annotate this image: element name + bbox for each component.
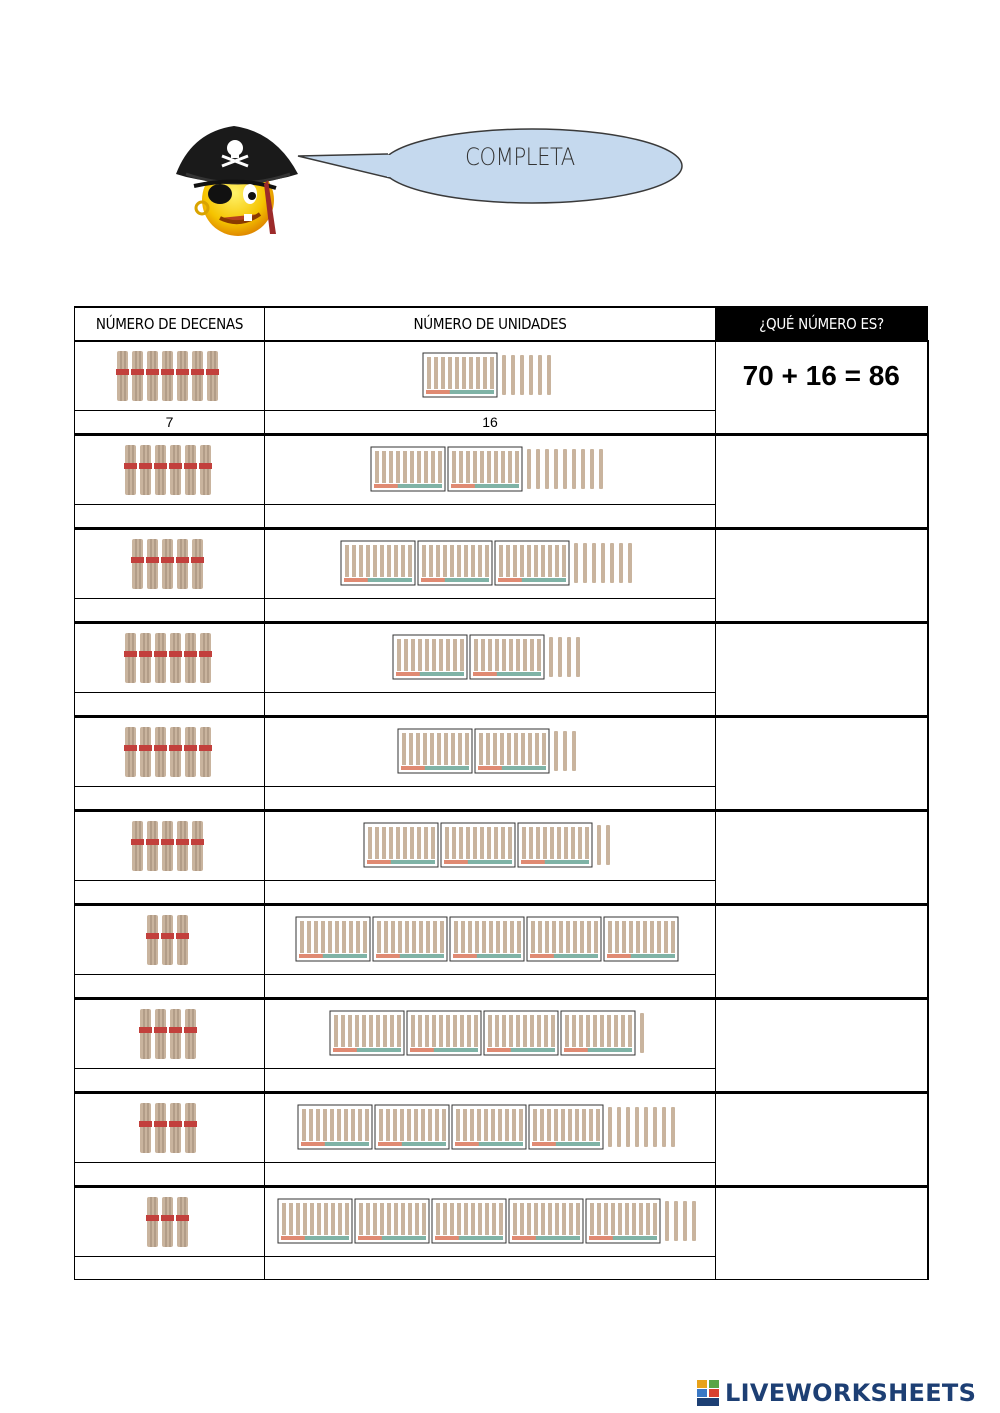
unit-stick-icon: [606, 825, 610, 865]
tens-count-field[interactable]: 7: [75, 411, 265, 435]
ten-frame-icon: [484, 1011, 558, 1055]
ten-frame-icon: [418, 541, 492, 585]
tens-picture-cell: [75, 1093, 265, 1163]
answer-cell[interactable]: [716, 1187, 928, 1280]
ten-bundle-icon: [191, 539, 204, 589]
ten-bundle-icon: [154, 1009, 167, 1059]
tens-bundles-graphic: [130, 817, 209, 875]
ten-frame-icon: [373, 917, 447, 961]
answer-cell[interactable]: [716, 905, 928, 999]
units-picture-cell: [265, 811, 716, 881]
ten-frame-icon: [450, 917, 524, 961]
ten-bundle-icon: [176, 351, 189, 401]
ten-frame-icon: [298, 1105, 372, 1149]
tens-picture-cell: [75, 999, 265, 1069]
ten-frame-icon: [423, 353, 497, 397]
ten-frame-icon: [604, 917, 678, 961]
unit-stick-icon: [572, 449, 576, 489]
unit-stick-icon: [644, 1107, 648, 1147]
unit-stick-icon: [610, 543, 614, 583]
unit-stick-icon: [583, 543, 587, 583]
ten-bundle-icon: [176, 539, 189, 589]
units-graphic: [421, 351, 560, 401]
tens-picture-cell: [75, 529, 265, 599]
units-count-field[interactable]: [265, 975, 716, 999]
ten-frame-icon: [527, 917, 601, 961]
tens-picture-cell: [75, 811, 265, 881]
unit-stick-icon: [549, 637, 553, 677]
unit-stick-icon: [640, 1013, 644, 1053]
units-count-field[interactable]: [265, 1069, 716, 1093]
ten-bundle-icon: [139, 1009, 152, 1059]
unit-stick-icon: [662, 1107, 666, 1147]
liveworksheets-logo-icon: [697, 1380, 721, 1406]
ten-bundle-icon: [176, 821, 189, 871]
units-count-field[interactable]: [265, 881, 716, 905]
ten-bundle-icon: [161, 351, 174, 401]
ten-bundle-icon: [169, 445, 182, 495]
unit-stick-icon: [619, 543, 623, 583]
units-graphic: [362, 821, 619, 871]
ten-frame-icon: [432, 1199, 506, 1243]
ten-bundle-icon: [146, 539, 159, 589]
unit-stick-icon: [554, 449, 558, 489]
ten-bundle-icon: [176, 1197, 189, 1247]
tens-bundles-graphic: [145, 1193, 194, 1251]
unit-stick-icon: [599, 449, 603, 489]
tens-bundles-graphic: [145, 911, 194, 969]
ten-bundle-icon: [124, 727, 137, 777]
answer-cell[interactable]: [716, 811, 928, 905]
units-picture-cell: [265, 1093, 716, 1163]
ten-frame-icon: [371, 447, 445, 491]
table-row: [75, 999, 928, 1069]
unit-stick-icon: [576, 637, 580, 677]
unit-stick-icon: [628, 543, 632, 583]
unit-stick-icon: [590, 449, 594, 489]
answer-cell[interactable]: [716, 435, 928, 529]
unit-stick-icon: [563, 731, 567, 771]
ten-bundle-icon: [139, 633, 152, 683]
tens-count-field[interactable]: [75, 505, 265, 529]
unit-stick-icon: [547, 355, 551, 395]
units-graphic: [276, 1197, 705, 1247]
ten-bundle-icon: [139, 1103, 152, 1153]
ten-bundle-icon: [161, 915, 174, 965]
ten-bundle-icon: [146, 351, 159, 401]
units-graphic: [396, 727, 585, 777]
tens-count-field[interactable]: [75, 1163, 265, 1187]
header-question: ¿QUÉ NÚMERO ES?: [716, 307, 928, 341]
ten-frame-icon: [296, 917, 370, 961]
ten-bundle-icon: [146, 821, 159, 871]
tens-bundles-graphic: [138, 1099, 202, 1157]
answer-cell[interactable]: [716, 341, 928, 435]
ten-bundle-icon: [116, 351, 129, 401]
ten-bundle-icon: [184, 727, 197, 777]
units-graphic: [369, 445, 612, 495]
tens-count-field[interactable]: [75, 881, 265, 905]
units-count-field[interactable]: [265, 1257, 716, 1280]
table-row: [75, 905, 928, 975]
units-graphic: [294, 915, 687, 965]
ten-bundle-icon: [146, 1197, 159, 1247]
ten-bundle-icon: [169, 1009, 182, 1059]
table-header-row: [75, 307, 928, 341]
ten-frame-icon: [452, 1105, 526, 1149]
unit-stick-icon: [520, 355, 524, 395]
ten-frame-icon: [441, 823, 515, 867]
unit-stick-icon: [563, 449, 567, 489]
units-picture-cell: [265, 623, 716, 693]
tens-count-field[interactable]: [75, 693, 265, 717]
liveworksheets-logo: [697, 1376, 976, 1410]
ten-bundle-icon: [184, 633, 197, 683]
tens-bundles-graphic: [123, 723, 217, 781]
table-row: [75, 341, 928, 411]
unit-stick-icon: [653, 1107, 657, 1147]
units-graphic: [391, 633, 589, 683]
unit-stick-icon: [538, 355, 542, 395]
ten-bundle-icon: [146, 915, 159, 965]
answer-cell[interactable]: [716, 999, 928, 1093]
ten-bundle-icon: [139, 727, 152, 777]
unit-stick-icon: [692, 1201, 696, 1241]
ten-frame-icon: [398, 729, 472, 773]
ten-frame-icon: [529, 1105, 603, 1149]
unit-stick-icon: [683, 1201, 687, 1241]
pirate-emoji-icon: [172, 122, 302, 240]
unit-stick-icon: [554, 731, 558, 771]
unit-stick-icon: [674, 1201, 678, 1241]
ten-bundle-icon: [154, 633, 167, 683]
unit-stick-icon: [502, 355, 506, 395]
ten-bundle-icon: [199, 445, 212, 495]
ten-frame-icon: [375, 1105, 449, 1149]
ten-bundle-icon: [131, 539, 144, 589]
unit-stick-icon: [536, 449, 540, 489]
tens-picture-cell: [75, 435, 265, 505]
unit-stick-icon: [545, 449, 549, 489]
unit-stick-icon: [581, 449, 585, 489]
ten-frame-icon: [470, 635, 544, 679]
unit-stick-icon: [558, 637, 562, 677]
ten-bundle-icon: [124, 445, 137, 495]
ten-bundle-icon: [154, 727, 167, 777]
unit-stick-icon: [617, 1107, 621, 1147]
instruction-title: COMPLETA: [465, 143, 575, 171]
units-count-field[interactable]: [265, 787, 716, 811]
unit-stick-icon: [671, 1107, 675, 1147]
ten-bundle-icon: [154, 445, 167, 495]
units-count-field[interactable]: [265, 693, 716, 717]
tens-count-field[interactable]: [75, 787, 265, 811]
ten-bundle-icon: [131, 821, 144, 871]
logo-text: LIVEWORKSHEETS: [725, 1379, 977, 1407]
ten-bundle-icon: [184, 445, 197, 495]
unit-stick-icon: [592, 543, 596, 583]
table-row: [75, 435, 928, 505]
ten-frame-icon: [448, 447, 522, 491]
tens-bundles-graphic: [123, 441, 217, 499]
units-picture-cell: [265, 529, 716, 599]
table-row: [75, 623, 928, 693]
unit-stick-icon: [572, 731, 576, 771]
unit-stick-icon: [608, 1107, 612, 1147]
answer-cell[interactable]: [716, 1093, 928, 1187]
tens-picture-cell: [75, 717, 265, 787]
ten-frame-icon: [518, 823, 592, 867]
ten-bundle-icon: [169, 1103, 182, 1153]
answer-text: 70 + 16 = 86: [742, 360, 900, 391]
ten-bundle-icon: [161, 1197, 174, 1247]
unit-stick-icon: [574, 543, 578, 583]
units-picture-cell: [265, 341, 716, 411]
ten-bundle-icon: [139, 445, 152, 495]
ten-frame-icon: [509, 1199, 583, 1243]
ten-bundle-icon: [184, 1009, 197, 1059]
ten-bundle-icon: [124, 633, 137, 683]
units-graphic: [328, 1009, 653, 1059]
ten-frame-icon: [364, 823, 438, 867]
tens-picture-cell: [75, 341, 265, 411]
table-row: [75, 1093, 928, 1163]
unit-stick-icon: [626, 1107, 630, 1147]
table-row: [75, 717, 928, 787]
units-picture-cell: [265, 435, 716, 505]
units-count-field[interactable]: [265, 1163, 716, 1187]
units-count-field[interactable]: 16: [265, 411, 716, 435]
header-units: NÚMERO DE UNIDADES: [265, 307, 716, 341]
ten-frame-icon: [330, 1011, 404, 1055]
ten-bundle-icon: [184, 1103, 197, 1153]
answer-cell[interactable]: [716, 529, 928, 623]
ten-frame-icon: [393, 635, 467, 679]
ten-frame-icon: [278, 1199, 352, 1243]
units-picture-cell: [265, 999, 716, 1069]
units-picture-cell: [265, 905, 716, 975]
units-graphic: [296, 1103, 684, 1153]
ten-bundle-icon: [199, 727, 212, 777]
ten-bundle-icon: [206, 351, 219, 401]
ten-bundle-icon: [169, 633, 182, 683]
ten-frame-icon: [561, 1011, 635, 1055]
unit-stick-icon: [527, 449, 531, 489]
ten-frame-icon: [341, 541, 415, 585]
ten-bundle-icon: [199, 633, 212, 683]
tens-bundles-graphic: [115, 347, 224, 405]
tens-bundles-graphic: [123, 629, 217, 687]
unit-stick-icon: [511, 355, 515, 395]
tens-bundles-graphic: [130, 535, 209, 593]
ten-bundle-icon: [154, 1103, 167, 1153]
table-row: [75, 1187, 928, 1257]
unit-stick-icon: [635, 1107, 639, 1147]
tens-picture-cell: [75, 1187, 265, 1257]
unit-stick-icon: [529, 355, 533, 395]
tens-count-field[interactable]: [75, 599, 265, 623]
answer-cell[interactable]: [716, 717, 928, 811]
ten-bundle-icon: [176, 915, 189, 965]
units-count-field[interactable]: [265, 599, 716, 623]
ten-frame-icon: [355, 1199, 429, 1243]
unit-stick-icon: [597, 825, 601, 865]
units-picture-cell: [265, 1187, 716, 1257]
units-picture-cell: [265, 717, 716, 787]
tens-count-field[interactable]: [75, 975, 265, 999]
answer-cell[interactable]: [716, 623, 928, 717]
ten-bundle-icon: [161, 539, 174, 589]
tens-picture-cell: [75, 905, 265, 975]
header-tens: NÚMERO DE DECENAS: [75, 307, 265, 341]
ten-frame-icon: [495, 541, 569, 585]
table-row: [75, 529, 928, 599]
unit-stick-icon: [665, 1201, 669, 1241]
ten-bundle-icon: [169, 727, 182, 777]
ten-bundle-icon: [131, 351, 144, 401]
ten-frame-icon: [407, 1011, 481, 1055]
ten-frame-icon: [586, 1199, 660, 1243]
ten-bundle-icon: [161, 821, 174, 871]
units-count-field[interactable]: [265, 505, 716, 529]
tens-units-table: [74, 306, 929, 1280]
tens-count-field[interactable]: [75, 1069, 265, 1093]
ten-bundle-icon: [191, 351, 204, 401]
tens-picture-cell: [75, 623, 265, 693]
ten-bundle-icon: [191, 821, 204, 871]
tens-bundles-graphic: [138, 1005, 202, 1063]
ten-frame-icon: [475, 729, 549, 773]
unit-stick-icon: [567, 637, 571, 677]
tens-count-field[interactable]: [75, 1257, 265, 1280]
unit-stick-icon: [601, 543, 605, 583]
units-graphic: [339, 539, 641, 589]
table-row: [75, 811, 928, 881]
